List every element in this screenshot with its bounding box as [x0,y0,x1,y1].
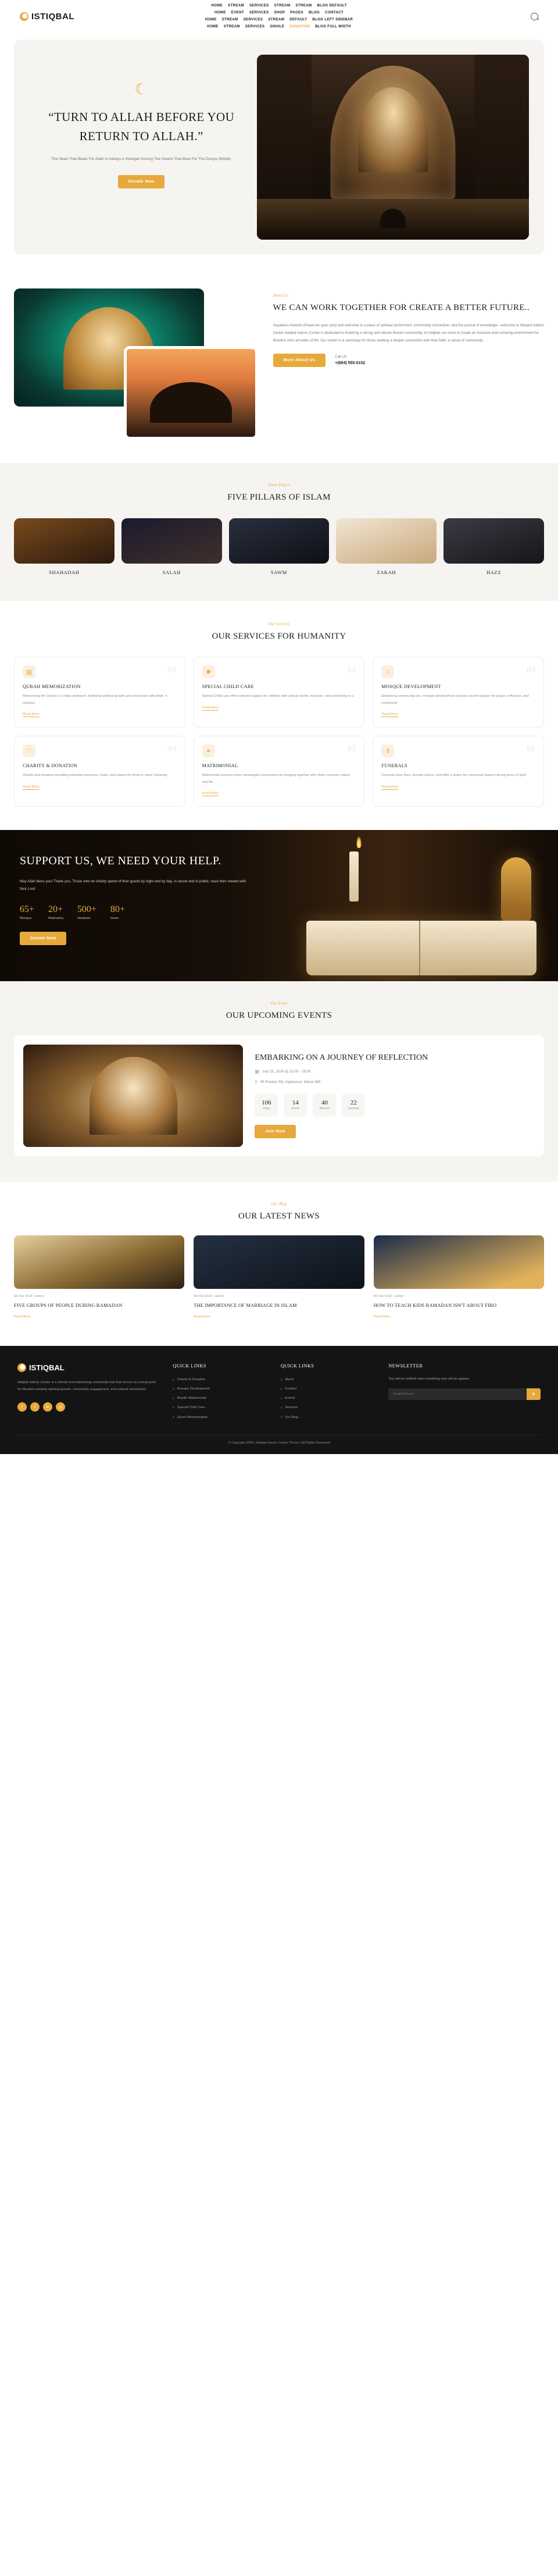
countdown-label: Days [263,1107,270,1111]
event-date-row [255,1070,531,1074]
candle-shape [349,851,359,902]
footer-link[interactable]: › Quran Memorization [173,1413,268,1422]
nav-item[interactable]: SERVICES [245,24,265,28]
blog-author: admin [214,1295,224,1299]
event-date: July 25, 2024 @ 15:00 - 19:00 [262,1070,311,1074]
quran-icon: ▤ [23,665,35,678]
service-card[interactable] [14,657,185,728]
funeral-icon: ⚱ [381,744,394,757]
service-read-more[interactable]: Read More [202,706,219,710]
events-eyebrow: Our Event [270,1001,288,1006]
support-section [0,830,558,981]
support-donate-button[interactable]: Donate Now [20,932,66,945]
nav-item[interactable]: PAGES [290,10,303,15]
charity-icon: ♡ [23,744,35,757]
about-actions [273,354,544,368]
stat-value [48,904,63,915]
nav-item[interactable]: BLOG FULL WIDTH [315,24,351,28]
footer-link[interactable]: › Charity & Donation [173,1376,268,1385]
hero-donate-button[interactable]: Donate Now [118,175,164,188]
twitter-icon[interactable]: t [30,1402,40,1412]
countdown-unit [313,1093,336,1117]
more-about-us-button[interactable]: More About Us [273,354,326,367]
blog-section [0,1182,558,1346]
services-title: OUR SERVICES FOR HUMANITY [212,631,346,641]
pillar-item[interactable] [229,518,330,575]
countdown-value: 40 [321,1099,328,1107]
lantern-shape [501,857,531,921]
nav-item[interactable]: DONATION [289,24,310,28]
blog-post-title: THE IMPORTANCE OF MARRIAGE IN ISLAM [194,1303,297,1309]
meta-separator: • [392,1295,395,1299]
service-card-top [381,744,535,757]
services-grid [14,657,544,807]
events-title: OUR UPCOMING EVENTS [226,1011,332,1021]
calendar-icon: 🗓 [255,1070,260,1074]
hero-title: “TURN TO ALLAH BEFORE YOU RETURN TO ALLAH.” [48,110,235,143]
linkedin-icon[interactable]: in [43,1402,52,1412]
call-us-label: Call Us [335,354,347,359]
events-section [0,981,558,1182]
nav-item[interactable]: STREAM [223,24,240,28]
footer-link[interactable]: › Our Blog [281,1413,376,1422]
service-read-more[interactable]: Read More [202,792,219,796]
nav-item[interactable]: SERVICES [249,10,269,15]
service-title: CHARITY & DONATION [23,763,78,769]
blog-author: admin [35,1295,44,1299]
footer-newsletter [388,1363,541,1422]
pillar-image [336,518,437,564]
pillar-label: SAWM [270,569,288,575]
stat-value [77,904,96,915]
service-card[interactable] [194,657,365,728]
footer-about-column [17,1363,160,1422]
stat-value [110,904,125,915]
nav-item[interactable]: BLOG LEFT SIDEBAR [312,17,353,22]
service-body: Memorizing the Quran is a noble endeavor, fostering spiritual growth and connection with Allah. It requires [23,694,167,705]
blog-image [14,1235,184,1289]
services-eyebrow: Our Services [268,621,290,626]
service-number: 05 [347,744,356,754]
service-card-top [23,744,177,757]
join-now-button[interactable]: Join Now [255,1125,295,1138]
blog-post[interactable] [194,1235,364,1320]
stat-item [20,904,34,920]
countdown-unit [342,1093,365,1117]
map-pin-icon: ⚲ [255,1079,257,1084]
about-body: Asyalamu Alaikum (Peace be upon you) and welcome to a place of spiritual enrichment, community connection, and the pursuit of knowledge—welcome to Masjed Islamic Center.Istiqbal Islamic Center is dedicated to fostering a strong and vibrant Muslim community. At Istiqbal, we strive to create an inclusive and nurturing environment for Muslims from all walks of life. Our center is a sanctuary for those seeking a deeper connection with their faith, a sense of community. [273,323,544,343]
search-icon[interactable] [531,13,538,20]
nav-item[interactable]: STREAM [274,3,291,8]
service-title: MATRIMONIAL [202,763,238,769]
mosque-arch-shape [331,66,456,199]
service-card-top [202,665,356,678]
pillars-section [0,463,558,601]
newsletter-form[interactable] [388,1388,541,1400]
blog-grid [14,1235,544,1320]
event-location: 95 Preston Rd, Inglewood, Maine 980 [260,1079,321,1084]
mosque-sunset-image [124,346,258,440]
blog-image [194,1235,364,1289]
nav-item[interactable]: SHOP [274,10,285,15]
countdown-unit [255,1093,278,1117]
stat-number: 65 [20,904,29,915]
pillars-grid [14,518,544,575]
hero-banner [14,40,544,255]
pillar-label: ZAKAH [377,569,396,575]
about-title: WE CAN WORK TOGETHER FOR CREATE A BETTER FUTURE.. [273,303,530,312]
countdown-label: Seconds [348,1107,360,1111]
service-number: 06 [526,744,535,754]
pillar-image [443,518,544,564]
about-section [0,272,558,463]
service-read-more[interactable]: Read More [381,785,399,789]
countdown-value: 106 [262,1099,271,1107]
hero-content [29,55,249,240]
meta-separator: • [213,1295,215,1299]
footer-logo[interactable] [17,1363,160,1372]
blog-meta [14,1295,184,1298]
footer-link[interactable]: › Muslim Matrimonial [173,1394,268,1403]
stat-suffix: + [91,904,96,915]
pillar-image [14,518,115,564]
blog-post-title: HOW TO TEACH KIDS RAMADAN ISN'T ABOUT FIRO [373,1303,497,1309]
nav-row-2[interactable] [214,9,344,16]
footer-link[interactable]: › Mosque Development [173,1385,268,1394]
crescent-logo-icon [20,12,28,21]
countdown-label: Hours [291,1107,300,1111]
blog-eyebrow: Our Blog [271,1201,287,1206]
stat-label: Imam [110,917,119,921]
nav-item[interactable]: HOME [207,24,219,28]
newsletter-text: You will be notified when somthing new will be appear. [388,1377,470,1381]
stat-number: 20 [48,904,58,915]
footer-quicklinks-1 [173,1363,268,1422]
footer-link[interactable]: › Special Child Care [173,1403,268,1413]
stat-item [77,904,96,920]
nav-item[interactable]: BLOG DEFAULT [317,3,347,8]
pillar-label: SHAHADAH [49,569,80,575]
site-header [0,0,558,33]
service-read-more[interactable]: Read More [23,712,40,717]
service-body: Enhancing community ties, mosque development ensures sacred spaces for prayer, reflection, and communal [381,694,529,705]
support-stats [20,904,273,920]
countdown-label: Minutes [319,1107,330,1111]
nav-item[interactable]: STREAM [268,17,285,22]
blog-meta [374,1295,544,1298]
nav-item[interactable]: CONTACT [325,10,344,15]
stat-number: 500 [77,904,91,915]
nav-row-1[interactable] [211,2,346,9]
pillar-item[interactable] [121,518,222,575]
nav-item[interactable]: DEFAULT [289,17,307,22]
crescent-moon-icon: ☾ [134,80,148,98]
nav-item[interactable]: STREAM [228,3,244,8]
service-read-more[interactable]: Read More [381,712,399,717]
footer-link[interactable]: › Services [281,1403,376,1413]
newsletter-submit-button[interactable]: ➤ [527,1388,541,1400]
event-countdown [255,1093,531,1117]
newsletter-heading: NEWSLETTER [388,1363,423,1369]
service-body: Charity and donation providing essential resources, hope, and support to those in need, fostering [23,774,167,778]
copyright-bar [17,1435,541,1448]
stat-item [48,904,63,920]
blog-read-more[interactable]: Read More [373,1314,391,1319]
meta-separator: • [33,1295,35,1299]
facebook-icon[interactable]: f [17,1402,27,1412]
stat-suffix: + [29,904,35,915]
call-us-block [335,354,365,368]
blog-read-more[interactable]: Read More [14,1314,31,1319]
stat-label: Madrasha [48,917,63,921]
blog-meta [194,1295,364,1298]
countdown-unit [284,1093,307,1117]
nav-row-4[interactable] [207,23,351,30]
newsletter-email-input[interactable] [388,1388,527,1400]
stat-suffix: + [58,904,63,915]
candle-flame-shape [356,836,362,848]
nav-item[interactable]: SERVICES [249,3,269,8]
stat-item [110,904,125,920]
blog-post-title: FIVE GROUPS OF PEOPLE DURING RAMADAN [14,1303,123,1309]
event-location-row [255,1080,531,1084]
hero-image [257,55,529,240]
footer-link[interactable]: › Contact [281,1385,376,1394]
footer-logo-text: ISTIQBAL [29,1363,65,1372]
footer-link[interactable]: › About [281,1376,376,1385]
about-content [273,288,544,440]
about-eyebrow: About Us [273,293,288,298]
service-card-top [202,744,356,757]
service-title: QURAH MEMORIZATION [23,684,81,689]
about-images [14,288,258,440]
pillar-label: SALAH [162,569,181,575]
nav-item[interactable]: STREAM [295,3,312,8]
nav-item[interactable]: EVENT [231,10,244,15]
pillar-item[interactable] [14,518,115,575]
footer-about-text: Istiqbal Islamic Center is a vibrant and welcoming community hub that serves as a focal point for Muslims seeking spiritual growth, community engagement, and cultural enrichment. [17,1380,156,1391]
open-quran-shape [306,921,536,975]
blog-title: OUR LATEST NEWS [238,1211,320,1221]
footer-heading: QUICK LINKS [280,1363,314,1369]
pillar-item[interactable] [336,518,437,575]
blog-post[interactable] [374,1235,544,1320]
event-name: EMBARKING ON A JOURNEY OF REFLECTION [255,1053,428,1062]
crescent-logo-icon [17,1363,26,1372]
instagram-icon[interactable]: ◎ [56,1402,65,1412]
countdown-value: 14 [292,1099,299,1107]
stat-label: Mosque [20,917,32,921]
footer-link[interactable]: › Events [281,1394,376,1403]
service-card[interactable] [373,736,544,807]
service-read-more[interactable]: Read More [23,785,40,789]
blog-date: 06 Feb 2024 [194,1295,212,1299]
nav-item[interactable]: STREAM [221,17,238,22]
pillar-item[interactable] [443,518,544,575]
nav-row-3[interactable] [205,16,353,23]
event-card[interactable] [14,1035,544,1156]
copyright-text: © Copyright 2024 | Istiqbal Islamic Center Theme | All Rights Reserved [228,1441,330,1445]
nav-item[interactable]: BLOG [308,10,320,15]
support-image [290,830,558,981]
call-us-number[interactable]: +(684) 555-0102 [335,361,366,365]
social-links [17,1402,160,1412]
service-title: FUNERALS [381,763,408,769]
pillar-image [121,518,222,564]
main-navigation[interactable] [205,2,353,30]
blog-read-more[interactable]: Read More [194,1314,211,1319]
service-card-top [381,665,535,678]
hero-section [0,33,558,272]
pillar-image [229,518,330,564]
service-card[interactable] [194,736,365,807]
site-logo[interactable] [20,12,74,22]
service-card[interactable] [373,657,544,728]
rings-icon: ⚭ [202,744,215,757]
hero-subtitle: The Heart That Beats For Allah Is Always A Stranger Among The Hearts That Beat For The Dunya (World). [51,157,232,162]
pillars-eyebrow: Islam Pillars [268,483,290,487]
stat-label: Students [77,917,91,921]
event-details [255,1045,535,1147]
footer-quicklinks-2 [281,1363,376,1422]
pillars-title: FIVE PILLARS OF ISLAM [227,493,331,502]
logo-text: ISTIQBAL [31,11,74,22]
footer-columns [17,1363,541,1422]
child-care-icon: ☻ [202,665,215,678]
service-number: 01 [167,665,177,675]
support-content [0,830,290,981]
event-image [23,1045,243,1147]
service-body: Funerals have lives, provide solace, and offer a space for communal support during times of grief [381,774,526,778]
nav-item[interactable]: SINGLE [270,24,285,28]
nav-item[interactable]: HOME [205,17,217,22]
mosque-icon: ⌂ [381,665,394,678]
nav-item[interactable]: HOME [211,3,223,8]
service-card-top [23,665,177,678]
stat-suffix: + [119,904,125,915]
support-body: May Allah bless you! Thank you, Those who do charity spend of their goods by night and by day, in secret and in public, have their reward with their Lord [20,879,246,892]
service-number: 03 [526,665,535,675]
service-number: 02 [347,665,356,675]
service-body: Special Child care offers tailored support for children with unique needs, inclusion, and well-being in a [202,694,353,698]
blog-image [374,1235,544,1289]
blog-date: 06 Feb 2024 [373,1295,392,1299]
service-number: 04 [167,744,177,754]
services-section [0,601,558,831]
stat-number: 80 [110,904,120,915]
header-actions [531,13,538,20]
pillar-label: HAZZ [487,569,502,575]
stat-value [20,904,34,915]
countdown-value: 22 [350,1099,357,1107]
blog-date: 06 Feb 2024 [14,1295,33,1299]
nav-item[interactable]: SERVICES [243,17,263,22]
nav-item[interactable]: HOME [214,10,226,15]
service-title: SPECIAL CHILD CARE [202,684,254,689]
service-title: MOSQUE DEVELOPMENT [381,684,441,689]
service-body: Matrimonial services foster meaningful connections by bringing together who share common values and life. [202,774,350,784]
blog-author: admin [395,1295,404,1299]
blog-post[interactable] [14,1235,184,1320]
support-title: SUPPORT US, WE NEED YOUR HELP. [20,854,221,868]
service-card[interactable] [14,736,185,807]
footer-heading: QUICK LINKS [173,1363,206,1369]
site-footer [0,1346,558,1454]
